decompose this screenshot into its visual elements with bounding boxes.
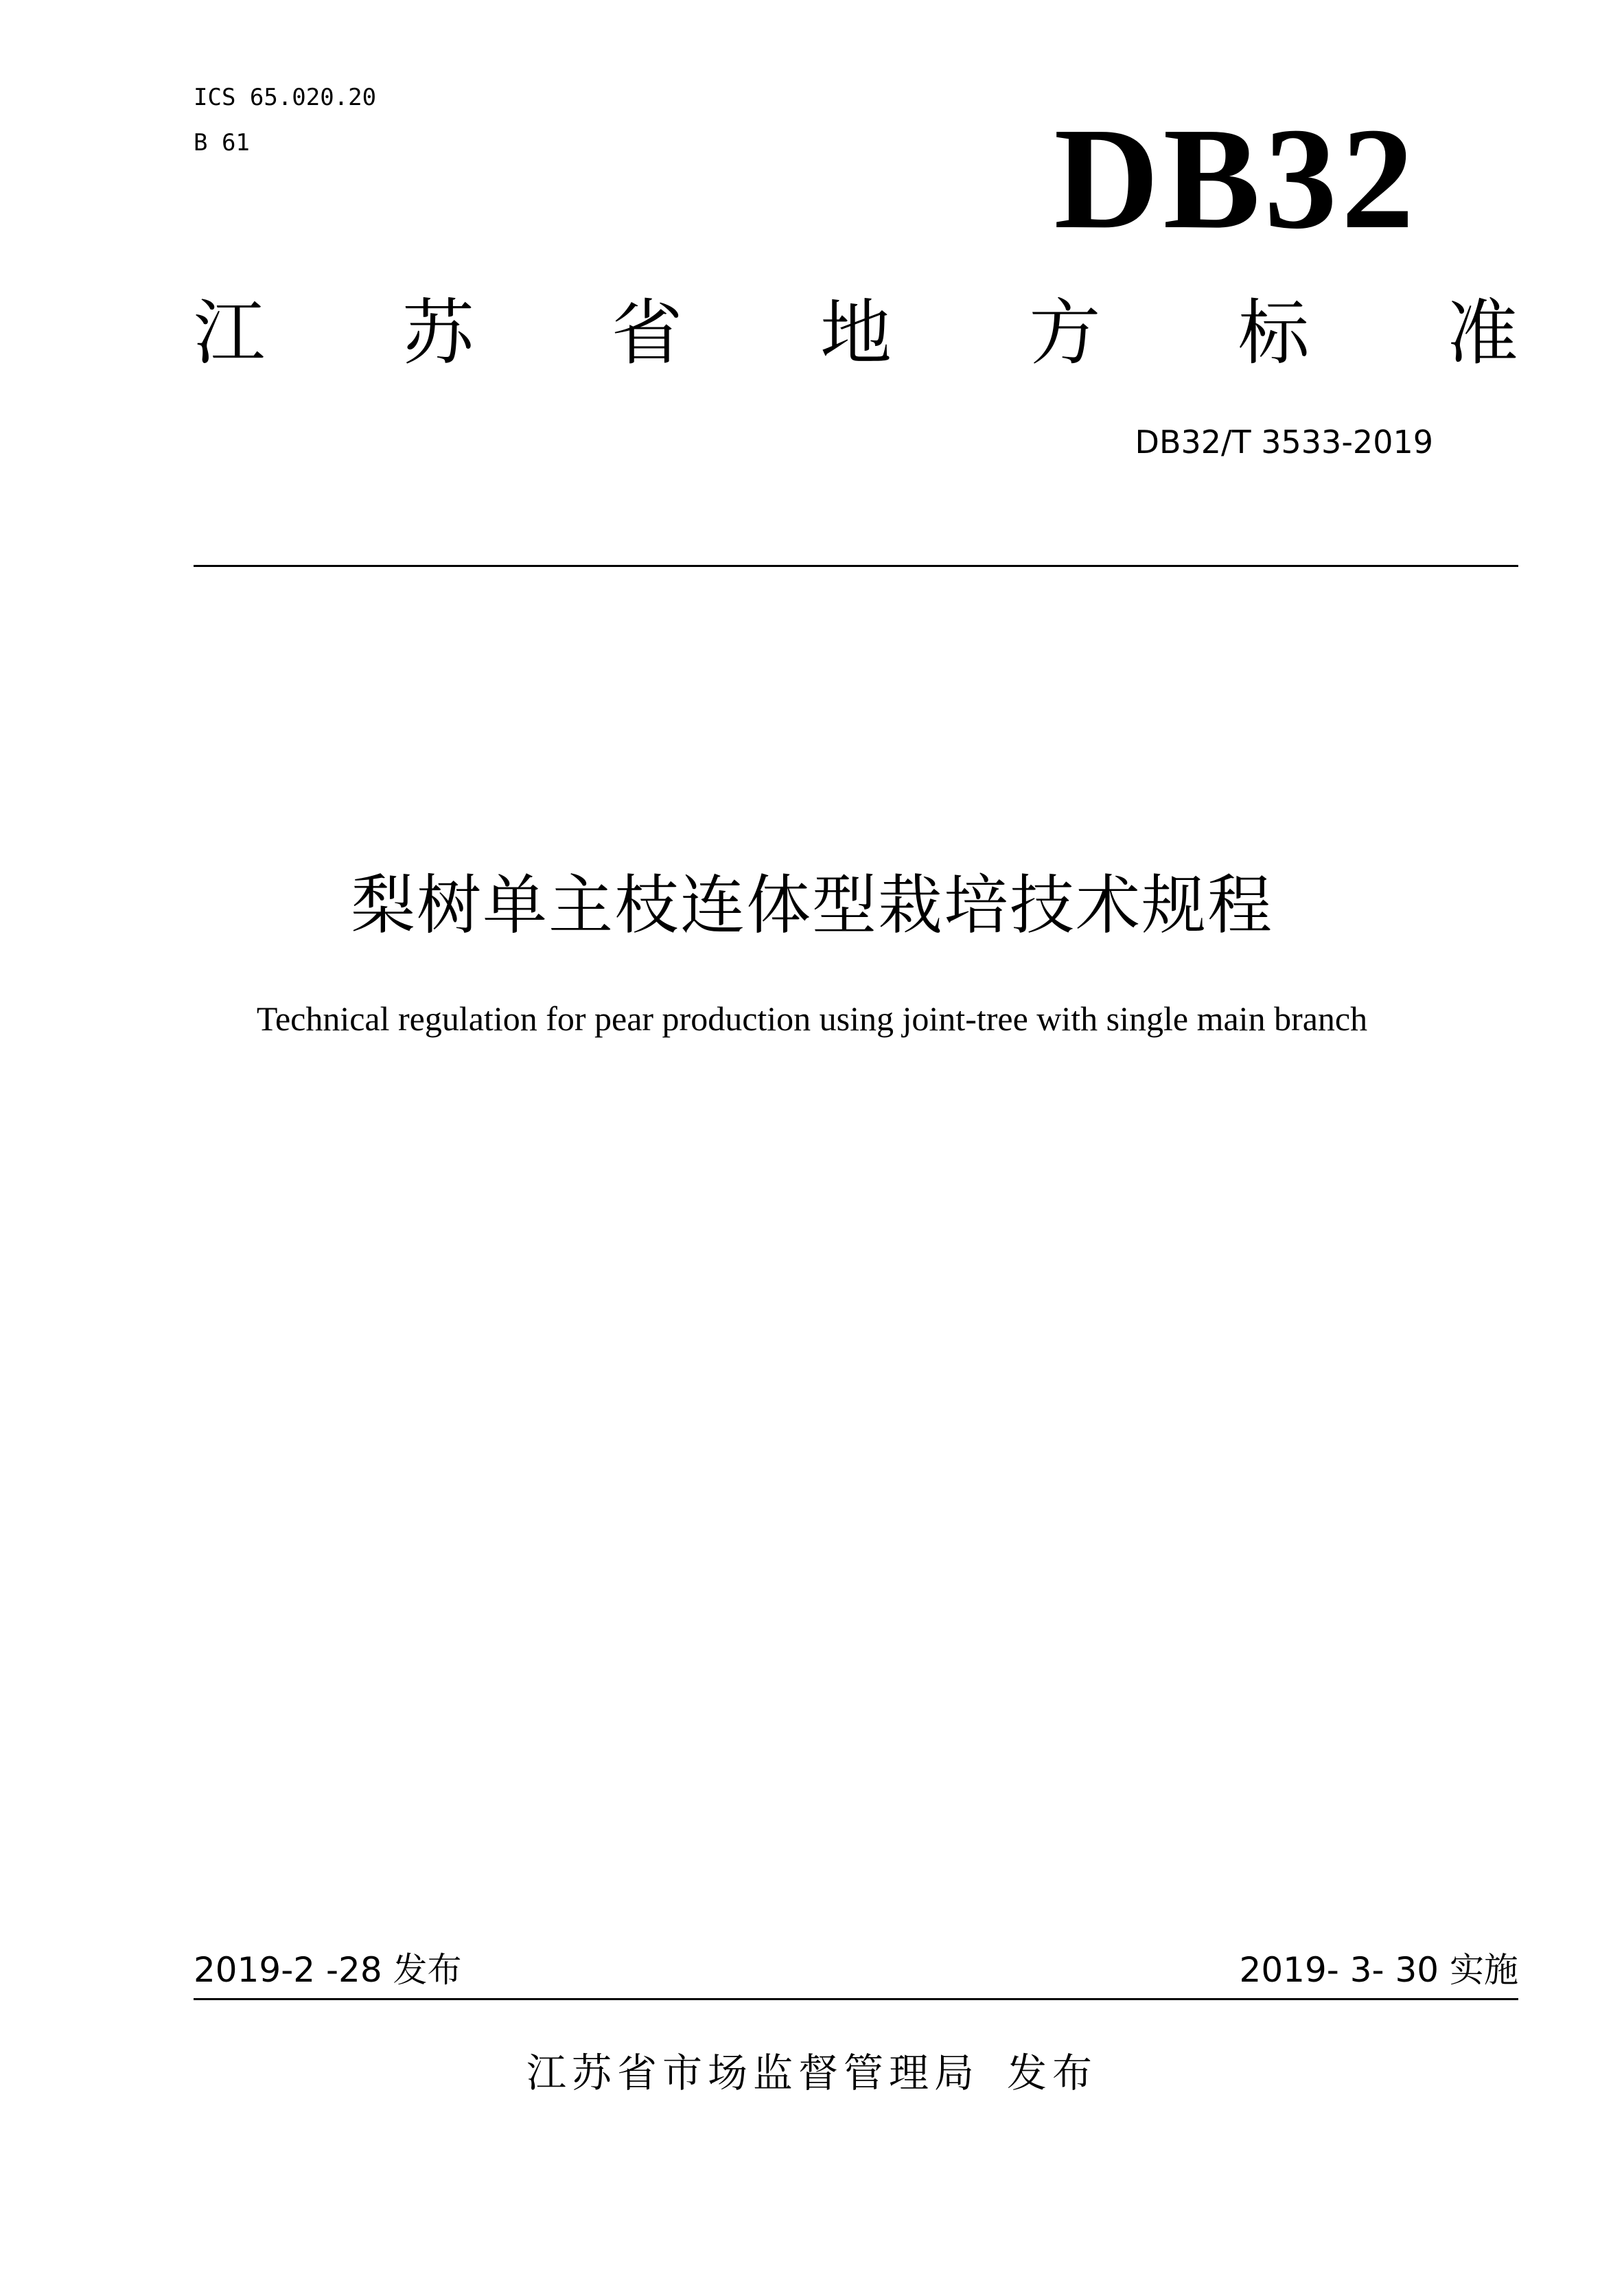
db-mark: DB32 xyxy=(1054,97,1418,259)
bottom-divider xyxy=(194,1998,1518,2000)
issue-date: 2019-2 -28 发布 xyxy=(194,1950,462,1990)
standard-type-char: 江 xyxy=(194,291,266,375)
standard-number: DB32/T 3533-2019 xyxy=(1135,424,1433,461)
top-divider xyxy=(194,565,1518,567)
standard-type-char: 方 xyxy=(1029,291,1101,375)
standard-type-char: 省 xyxy=(611,291,683,375)
title-chinese: 梨树单主枝连体型栽培技术规程 xyxy=(350,868,1273,943)
implementation-date: 2019- 3- 30 实施 xyxy=(1239,1950,1518,1990)
publisher-name: 江苏省市场监督管理局 xyxy=(526,2050,979,2096)
classification-code: B 61 xyxy=(194,129,250,156)
publisher-line xyxy=(0,2045,1624,2100)
standard-type-char: 苏 xyxy=(402,291,474,375)
standard-type-heading xyxy=(194,288,1518,378)
standard-type-char: 地 xyxy=(820,291,892,375)
standard-type-char: 标 xyxy=(1238,291,1310,375)
title-english: Technical regulation for pear production using joint-tree with single main branch xyxy=(256,999,1368,1038)
publisher-suffix: 发布 xyxy=(1007,2050,1098,2096)
ics-code: ICS 65.020.20 xyxy=(194,84,377,111)
standard-type-char: 准 xyxy=(1446,291,1518,375)
